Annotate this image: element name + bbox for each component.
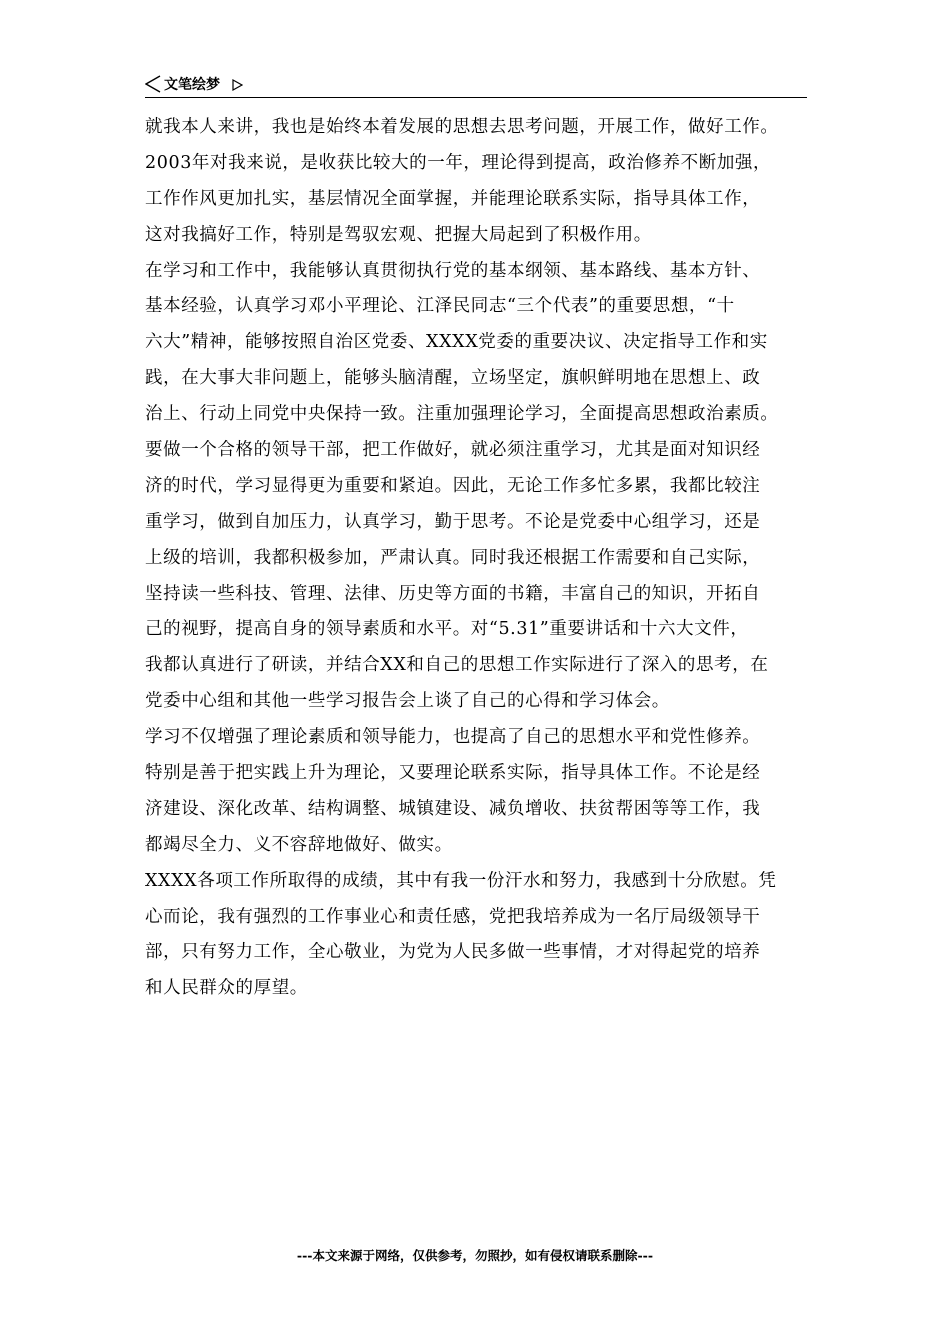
header-title: 文笔绘梦 — [164, 77, 220, 93]
text-line: 治上、行动上同党中央保持一致。注重加强理论学习，全面提高思想政治素质。 — [145, 404, 779, 425]
text-line: 坚持读一些科技、管理、法律、历史等方面的书籍，丰富自己的知识，开拓自 — [145, 583, 761, 604]
text-line: 就我本人来讲，我也是始终本着发展的思想去思考问题，开展工作，做好工作。 — [145, 117, 779, 137]
document-body — [145, 110, 810, 1007]
text-line: 工作作风更加扎实，基层情况全面掌握，并能理论联系实际，指导具体工作， — [145, 188, 761, 209]
text-line: 心而论，我有强烈的工作事业心和责任感，党把我培养成为一名厅局级领导干 — [145, 906, 761, 927]
text-line: 部，只有努力工作，全心敬业，为党为人民多做一些事情，才对得起党的培养 — [145, 942, 761, 963]
text-line: 和人民群众的厚望。 — [145, 978, 308, 999]
text-line: XXXX各项工作所取得的成绩，其中有我一份汗水和努力，我感到十分欣慰。凭 — [145, 870, 777, 891]
text-line: 上级的培训，我都积极参加，严肃认真。同时我还根据工作需要和自己实际， — [145, 547, 761, 568]
text-line: 重学习，做到自加压力，认真学习，勤于思考。不论是党委中心组学习，还是 — [145, 511, 761, 532]
text-line: 这对我搞好工作，特别是驾驭宏观、把握大局起到了积极作用。 — [145, 224, 652, 245]
text-line: 要做一个合格的领导干部，把工作做好，就必须注重学习，尤其是面对知识经 — [145, 440, 761, 461]
text-line: 济的时代，学习显得更为重要和紧迫。因此，无论工作多忙多累，我都比较注 — [145, 475, 761, 496]
text-line: 特别是善于把实践上升为理论，又要理论联系实际，指导具体工作。不论是经 — [145, 763, 761, 784]
text-line: 济建设、深化改革、结构调整、城镇建设、减负增收、扶贫帮困等等工作，我 — [145, 798, 761, 819]
text-line: 我都认真进行了研读，并结合XX和自己的思想工作实际进行了深入的思考，在 — [145, 655, 769, 676]
footer-disclaimer: ---本文来源于网络，仅供参考，勿照抄，如有侵权请联系删除--- — [296, 1248, 654, 1263]
text-line: 在学习和工作中，我能够认真贯彻执行党的基本纲领、基本路线、基本方针、 — [145, 260, 761, 281]
triangle-right-icon — [232, 76, 243, 88]
text-line: 都竭尽全力、义不容辞地做好、做实。 — [145, 834, 453, 855]
triangle-left-icon — [145, 75, 161, 93]
text-line: 党委中心组和其他一些学习报告会上谈了自己的心得和学习体会。 — [145, 691, 670, 712]
header-divider — [145, 97, 807, 98]
text-line: 基本经验，认真学习邓小平理论、江泽民同志“三个代表”的重要思想，“十 — [145, 296, 735, 317]
text-line: 学习不仅增强了理论素质和领导能力，也提高了自己的思想水平和党性修养。 — [145, 727, 761, 748]
text-line: 六大”精神，能够按照自治区党委、XXXX党委的重要决议、决定指导工作和实 — [145, 332, 768, 353]
text-line: 2003年对我来说，是收获比较大的一年，理论得到提高，政治修养不断加强， — [145, 152, 772, 173]
text-line: 践，在大事大非问题上，能够头脑清醒，立场坚定，旗帜鲜明地在思想上、政 — [145, 368, 761, 389]
document-header — [145, 74, 807, 96]
text-line: 己的视野，提高自身的领导素质和水平。对“5.31”重要讲话和十六大文件， — [145, 619, 749, 640]
